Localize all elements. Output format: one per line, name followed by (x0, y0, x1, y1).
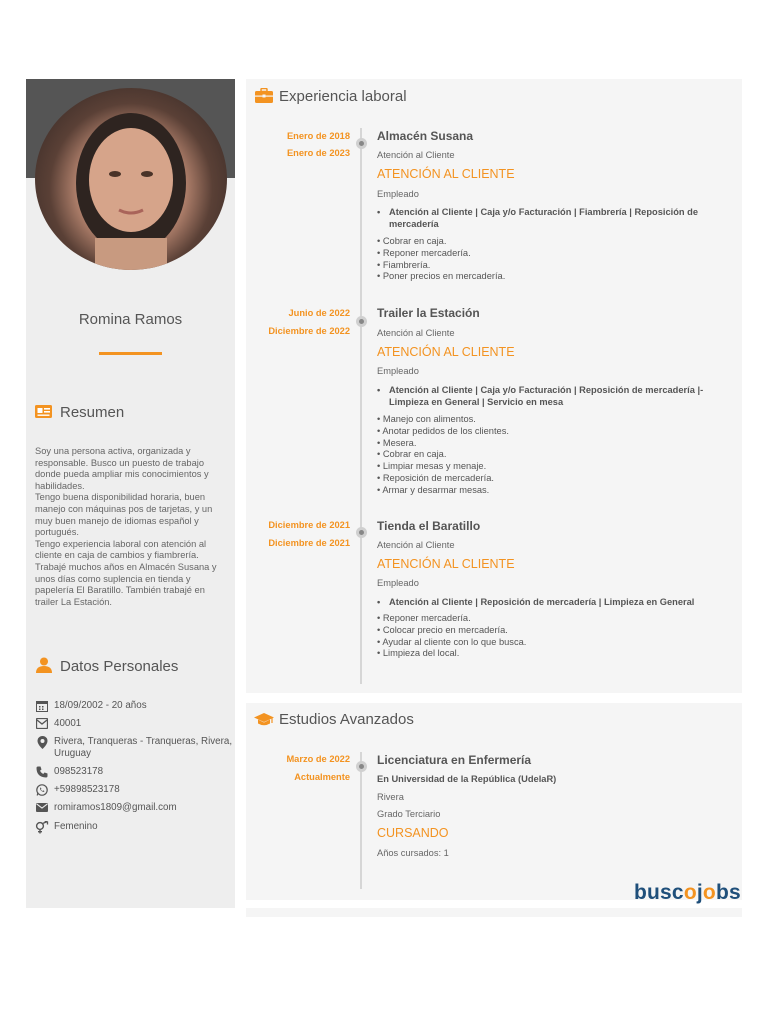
job-tasks (377, 414, 509, 497)
timeline-dot (356, 138, 367, 149)
study-institution: En Universidad de la República (UdelaR) (377, 774, 557, 784)
task-item: • Cobrar en caja. (377, 236, 447, 246)
postal-code-text: 40001 (54, 718, 82, 729)
job-end-date: Diciembre de 2021 (268, 538, 350, 548)
job-role: ATENCIÓN AL CLIENTE (377, 557, 515, 571)
email-text: romiramos1809@gmail.com (54, 802, 177, 813)
mail-box-icon (35, 718, 49, 730)
job-company: Trailer la Estación (377, 306, 480, 320)
job-role: ATENCIÓN AL CLIENTE (377, 167, 515, 181)
study-place: Rivera (377, 792, 404, 802)
graduation-cap-icon (254, 713, 274, 731)
study-level: Grado Terciario (377, 809, 441, 819)
whatsapp-icon (35, 784, 49, 796)
briefcase-icon (255, 88, 273, 107)
job-end-date: Diciembre de 2022 (268, 326, 350, 336)
study-end-date: Actualmente (294, 772, 350, 782)
job-skills: • Atención al Cliente | Caja y/o Facturación | Reposición de mercadería |- Limpieza en General | Servicio en mesa (377, 384, 729, 408)
task-item: • Mesera. (377, 437, 417, 448)
experience-timeline (360, 128, 362, 684)
phone-icon (35, 766, 49, 778)
studies-title: Estudios Avanzados (279, 711, 414, 728)
job-start-date: Diciembre de 2021 (268, 520, 350, 530)
study-degree: Licenciatura en Enfermería (377, 753, 532, 767)
gender-icon (35, 821, 49, 833)
task-item: • Manejo con alimentos. (377, 414, 476, 424)
job-end-date: Enero de 2023 (286, 148, 350, 158)
name-underline (99, 352, 162, 355)
task-item: • Reponer mercadería. (377, 613, 471, 623)
buscojobs-logo (634, 881, 741, 905)
logo-part: bs (715, 881, 741, 904)
timeline-dot (356, 316, 367, 327)
resumen-text: Soy una persona activa, organizada y responsable. Busco un puesto de trabajo donde pueda ampliar mis conocimientos y habilidades. Tengo buena disponibilidad horaria, buen manejo con máquinas pos de tarjetas, y un muy buen manejo de idiomas español y portugués. Tengo experiencia laboral con atención al cliente en caja de cambios y fiambrería. Trabajé muchos años en Almacén Susana y unos días como suplencia en tienda y papelería El Baratillo. También trabajé en trailer La Estación. (35, 446, 217, 607)
address-text: Rivera, Tranqueras - Tranqueras, Rivera, Uruguay (54, 736, 233, 759)
logo-part: busc (634, 881, 684, 904)
task-item: • Poner precios en mercadería. (377, 271, 506, 282)
job-skills-text: Atención al Cliente | Caja y/o Facturación | Reposición de mercadería |- Limpieza en General | Servicio en mesa (389, 385, 704, 407)
job-tasks (377, 236, 505, 283)
job-company: Tienda el Baratillo (377, 519, 481, 533)
task-item: • Reponer mercadería. (377, 247, 471, 258)
id-card-icon (35, 405, 52, 419)
logo-part: o (702, 881, 716, 904)
envelope-icon (35, 803, 49, 815)
task-item: • Armar y desarmar mesas. (377, 484, 490, 495)
task-item: • Ayudar al cliente con lo que busca. (377, 636, 527, 647)
job-area: Atención al Cliente (377, 150, 455, 160)
study-status: CURSANDO (377, 826, 449, 840)
personal-title: Datos Personales (60, 658, 179, 675)
study-years: Años cursados: 1 (377, 848, 449, 858)
profile-name: Romina Ramos (78, 311, 183, 328)
job-company: Almacén Susana (377, 129, 474, 143)
timeline-dot (356, 527, 367, 538)
job-type: Empleado (377, 578, 419, 588)
task-item: • Reposición de mercadería. (377, 472, 494, 483)
user-icon (36, 657, 53, 671)
task-item: • Fiambrería. (377, 259, 431, 270)
task-item: • Colocar precio en mercadería. (377, 624, 508, 635)
job-start-date: Junio de 2022 (288, 308, 350, 318)
birthdate-text: 18/09/2002 - 20 años (54, 700, 147, 711)
job-skills-text: Atención al Cliente | Reposición de mercadería | Limpieza en General (389, 597, 695, 607)
location-pin-icon (35, 736, 49, 748)
job-skills: • Atención al Cliente | Reposición de mercadería | Limpieza en General (377, 596, 729, 608)
study-start-date: Marzo de 2022 (286, 754, 350, 764)
task-item: • Limpiar mesas y menaje. (377, 461, 487, 472)
experience-title: Experiencia laboral (279, 88, 407, 105)
phone-text: 098523178 (54, 766, 104, 777)
task-item: • Cobrar en caja. (377, 449, 447, 460)
job-area: Atención al Cliente (377, 540, 455, 550)
job-area: Atención al Cliente (377, 328, 455, 338)
job-type: Empleado (377, 366, 419, 376)
studies-timeline (360, 752, 362, 889)
job-tasks (377, 613, 526, 660)
resumen-title: Resumen (60, 404, 125, 421)
task-item: • Anotar pedidos de los clientes. (377, 425, 509, 436)
calendar-icon (35, 700, 49, 712)
whatsapp-text: +59898523178 (54, 784, 120, 795)
job-type: Empleado (377, 189, 419, 199)
gender-text: Femenino (54, 821, 98, 832)
profile-photo (35, 88, 227, 270)
job-skills: • Atención al Cliente | Caja y/o Facturación | Fiambrería | Reposición de mercadería (377, 206, 729, 230)
logo-part: j (696, 881, 703, 904)
job-skills-text: Atención al Cliente | Caja y/o Facturación | Fiambrería | Reposición de mercadería (389, 207, 698, 229)
job-role: ATENCIÓN AL CLIENTE (377, 345, 515, 359)
task-item: • Limpieza del local. (377, 648, 460, 659)
timeline-dot (356, 761, 367, 772)
job-start-date: Enero de 2018 (286, 131, 350, 141)
logo-part: o (683, 881, 697, 904)
